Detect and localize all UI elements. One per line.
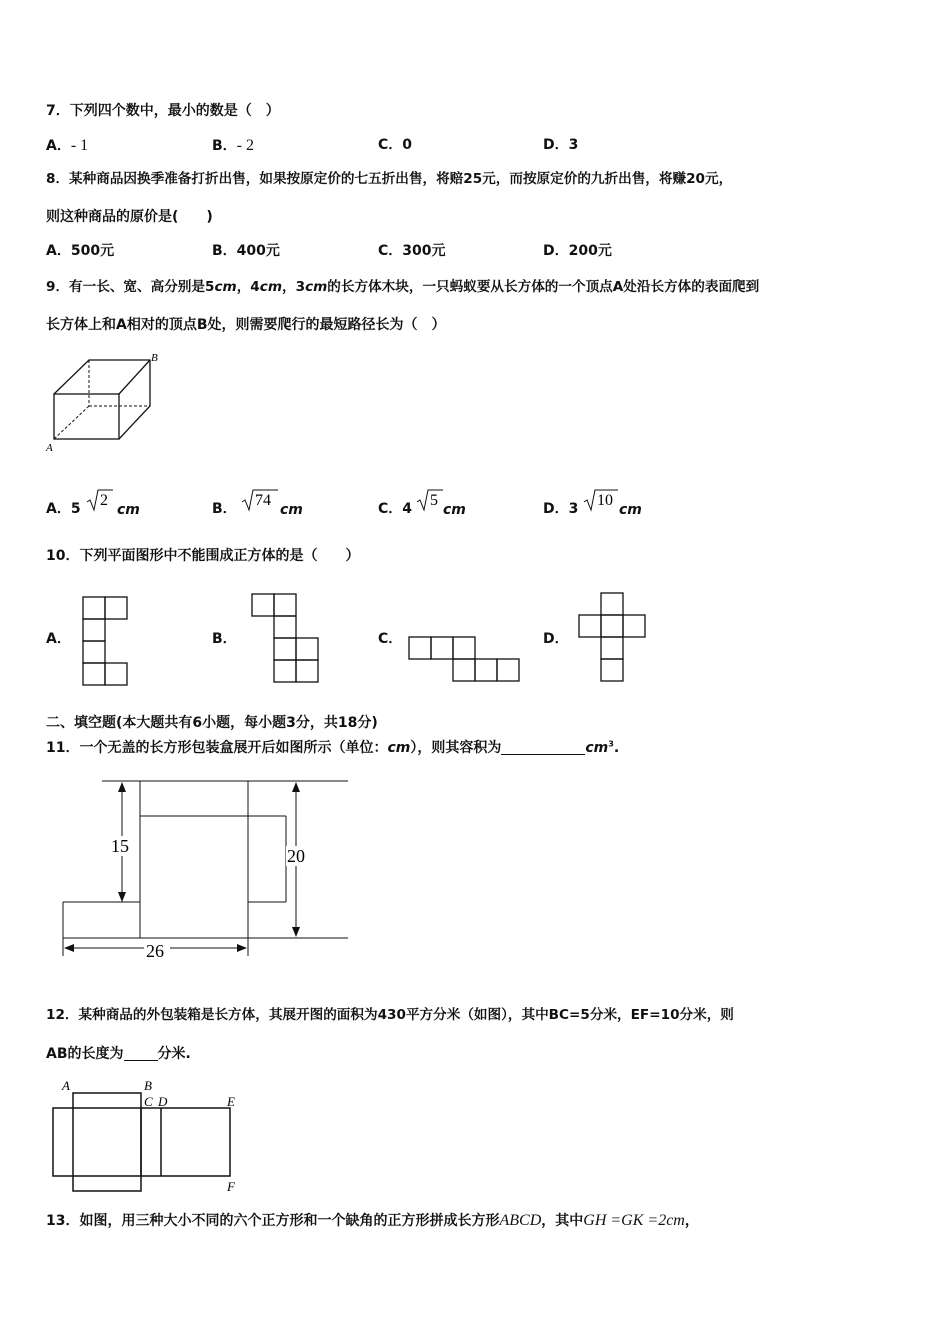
svg-text:74: 74 <box>255 492 271 509</box>
q10-net-a <box>82 596 130 686</box>
q8-option-c: C．300元 <box>378 243 446 259</box>
q9-option-a: A．5 <box>46 501 81 517</box>
q9-option-d-radical <box>582 488 622 514</box>
q9-option-a-radical <box>85 488 115 514</box>
q10-label-d: D． <box>543 631 569 647</box>
q8-stem-line1: 8．某种商品因换季准备打折出售，如果按原定价的七五折出售，将赔25元，而按原定价的九折出售，将赚20元， <box>46 171 733 187</box>
q9-option-d-unit: cm <box>619 502 642 518</box>
q12-stem-line1: 12．某种商品的外包装箱是长方体，其展开图的面积为430平方分米（如图），其中BC=5分米，EF=10分米，则 <box>46 1007 734 1023</box>
q7-option-c: C．0 <box>378 137 413 153</box>
q12-stem-line2: AB的长度为 分米. <box>46 1046 191 1062</box>
q12-label-a: A <box>62 1078 70 1093</box>
q11-dim-20: 20 <box>287 846 305 866</box>
svg-text:2: 2 <box>100 492 108 509</box>
q11-dim-15: 15 <box>111 836 129 856</box>
q11-answer-blank <box>501 740 585 755</box>
q11-stem: 11．一个无盖的长方形包装盒展开后如图所示（单位：cm），则其容积为 $cm^3$. <box>46 739 620 756</box>
q9-option-a-unit: cm <box>117 502 140 518</box>
q11-dim-26: 26 <box>146 941 164 961</box>
q10-net-c <box>408 636 524 684</box>
q8-stem-line2: 则这种商品的原价是( ) <box>46 209 213 225</box>
section2-heading: 二、填空题(本大题共有6小题，每小题3分，共18分) <box>46 715 378 731</box>
q10-label-a: A． <box>46 631 71 647</box>
q7-option-d: D．3 <box>543 137 579 153</box>
q12-label-b: B <box>144 1078 152 1093</box>
q8-option-a: A．500元 <box>46 243 115 259</box>
svg-text:10: 10 <box>597 492 613 509</box>
q9-option-c: C．4 <box>378 501 413 517</box>
q12-net-figure <box>50 1078 250 1198</box>
q9-option-c-radical <box>415 488 445 514</box>
q8-option-b: B．400元 <box>212 243 280 259</box>
q10-net-d <box>578 592 648 684</box>
q10-stem: 10．下列平面图形中不能围成正方体的是（ ） <box>46 548 360 564</box>
svg-text:5: 5 <box>430 492 438 509</box>
q11-net-figure <box>60 778 355 968</box>
q12-label-e: E <box>227 1094 235 1109</box>
q12-label-c: C <box>144 1094 153 1109</box>
q9-cuboid-figure <box>44 352 164 457</box>
q9-label-b: B <box>151 352 158 364</box>
q13-stem: 13．如图，用三种大小不同的六个正方形和一个缺角的正方形拼成长方形ABCD，其中GH =GK =2cm， <box>46 1212 699 1229</box>
q9-stem-line1: 9．有一长、宽、高分别是5cm，4cm，3cm的长方体木块，一只蚂蚁要从长方体的一个顶点A处沿长方体的表面爬到 <box>46 279 760 295</box>
q7-stem: 7．下列四个数中，最小的数是（ ） <box>46 103 280 119</box>
q12-label-f: F <box>227 1179 235 1194</box>
q9-option-c-unit: cm <box>443 502 466 518</box>
q10-label-c: C． <box>378 631 403 647</box>
q9-option-b-radical <box>240 488 280 514</box>
q12-answer-blank <box>124 1046 158 1061</box>
q8-option-d: D．200元 <box>543 243 612 259</box>
q9-label-a: A <box>46 442 53 454</box>
q7-option-b: B．- 2 <box>212 137 254 154</box>
q7-option-a: A．- 1 <box>46 137 89 154</box>
q10-net-b <box>251 593 321 685</box>
q9-option-b-unit: cm <box>280 502 303 518</box>
q12-label-d: D <box>158 1094 168 1109</box>
q9-stem-line2: 长方体上和A相对的顶点B处，则需要爬行的最短路径长为（ ） <box>46 317 446 333</box>
q9-option-d: D．3 <box>543 501 579 517</box>
q9-option-b: B． <box>212 501 237 517</box>
q10-label-b: B． <box>212 631 237 647</box>
